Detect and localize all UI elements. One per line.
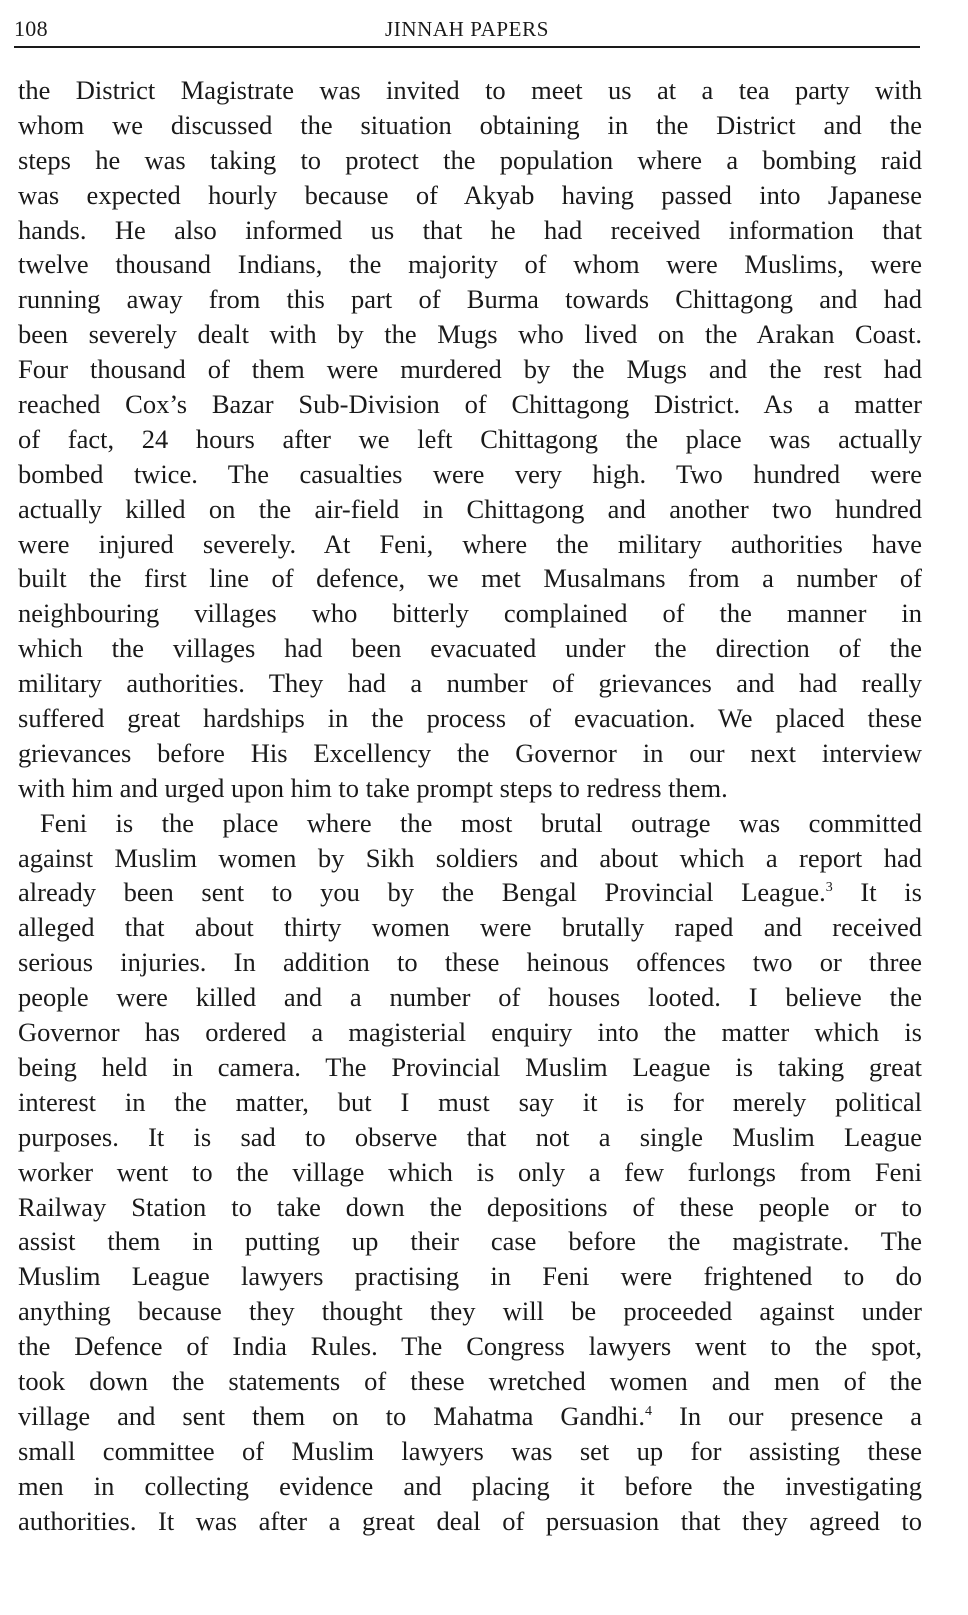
text-line: running away from this part of Burma towards Chittagong and had [18, 284, 922, 315]
paragraph-first-line: Feni is the place where the most brutal outrage was committed [40, 807, 922, 838]
text-segment: It is [832, 877, 922, 908]
text-segment: village and sent them on to Mahatma Gandhi. [18, 1400, 646, 1431]
text-segment: In our presence a [652, 1400, 922, 1431]
text-line: authorities. It was after a great deal of persuasion that they agreed to [18, 1505, 922, 1536]
header-rule [14, 46, 920, 48]
footnote-reference: 3 [825, 880, 833, 896]
page-number: 108 [14, 16, 48, 41]
text-line: actually killed on the air-field in Chittagong and another two hundred [18, 493, 922, 524]
text-line: been severely dealt with by the Mugs who lived on the Arakan Coast. [18, 319, 922, 350]
text-line: people were killed and a number of houses looted. I believe the [18, 982, 922, 1013]
text-line: bombed twice. The casualties were very high. Two hundred were [18, 458, 922, 489]
text-line: interest in the matter, but I must say it is for merely political [18, 1086, 922, 1117]
text-line: of fact, 24 hours after we left Chittagong the place was actually [18, 423, 922, 454]
text-line: took down the statements of these wretched women and men of the [18, 1365, 922, 1396]
running-head [14, 10, 920, 46]
text-line: were injured severely. At Feni, where the military authorities have [18, 528, 922, 559]
text-line: was expected hourly because of Akyab having passed into Japanese [18, 179, 922, 210]
text-line: small committee of Muslim lawyers was set up for assisting these [18, 1435, 922, 1466]
text-line: with him and urged upon him to take prompt steps to redress them. [18, 772, 728, 803]
footnote-reference: 4 [645, 1404, 653, 1420]
text-segment: already been sent to you by the Bengal Provincial League. [18, 877, 826, 908]
text-line-with-footnote [18, 875, 922, 910]
text-line: the Defence of India Rules. The Congress lawyers went to the spot, [18, 1331, 922, 1362]
text-line: serious injuries. In addition to these heinous offences two or three [18, 947, 922, 978]
text-line: Four thousand of them were murdered by the Mugs and the rest had [18, 354, 922, 385]
text-line: purposes. It is sad to observe that not a single Muslim League [18, 1121, 922, 1152]
text-line: against Muslim women by Sikh soldiers and about which a report had [18, 842, 922, 873]
text-line: military authorities. They had a number of grievances and had really [18, 668, 922, 699]
text-line: steps he was taking to protect the population where a bombing raid [18, 144, 922, 175]
text-line: the District Magistrate was invited to meet us at a tea party with [18, 75, 922, 105]
text-line: grievances before His Excellency the Governor in our next interview [18, 737, 922, 768]
text-line: hands. He also informed us that he had received information that [18, 214, 922, 245]
text-line: anything because they thought they will be proceeded against under [18, 1296, 922, 1327]
text-line: which the villages had been evacuated under the direction of the [18, 633, 922, 664]
text-line: worker went to the village which is only a few furlongs from Feni [18, 1156, 922, 1187]
text-line: whom we discussed the situation obtaining in the District and the [18, 109, 922, 140]
body-text [18, 73, 922, 1538]
text-line: twelve thousand Indians, the majority of whom were Muslims, were [18, 249, 922, 280]
text-line: men in collecting evidence and placing it before the investigating [18, 1470, 922, 1501]
text-line: suffered great hardships in the process of evacuation. We placed these [18, 703, 922, 734]
book-title: JINNAH PAPERS [385, 17, 549, 41]
text-line: neighbouring villages who bitterly complained of the manner in [18, 598, 922, 629]
text-line: Railway Station to take down the depositions of these people or to [18, 1191, 922, 1222]
text-line: built the first line of defence, we met Musalmans from a number of [18, 563, 922, 594]
text-line: assist them in putting up their case before the magistrate. The [18, 1226, 922, 1257]
text-line: being held in camera. The Provincial Muslim League is taking great [18, 1051, 922, 1082]
text-line: alleged that about thirty women were brutally raped and received [18, 912, 922, 943]
text-line: Governor has ordered a magisterial enquiry into the matter which is [18, 1017, 922, 1048]
text-line: Muslim League lawyers practising in Feni were frightened to do [18, 1261, 922, 1292]
text-line-with-footnote [18, 1399, 922, 1434]
text-line: reached Cox’s Bazar Sub-Division of Chittagong District. As a matter [18, 389, 922, 420]
